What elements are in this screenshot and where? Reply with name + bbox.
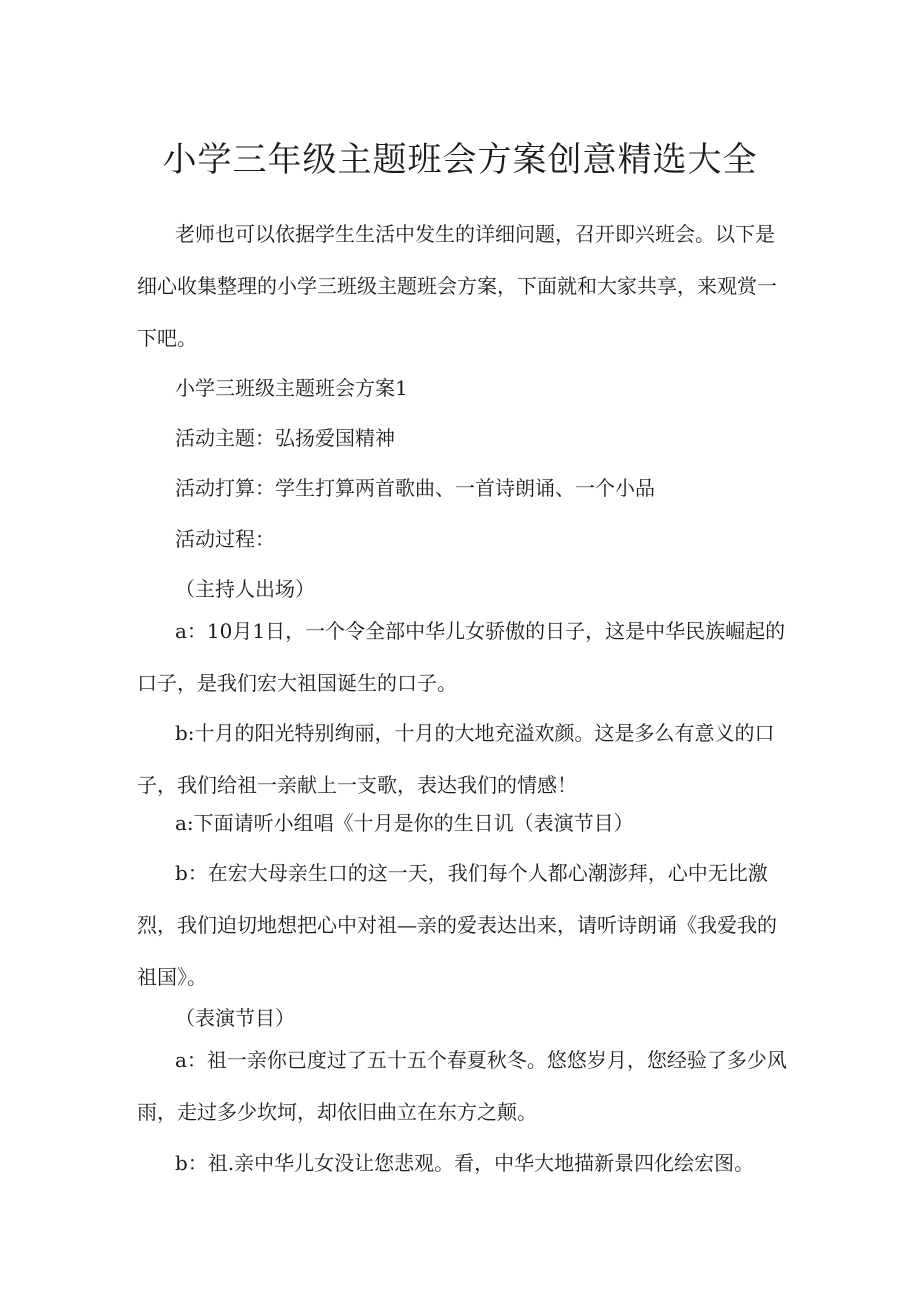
activity-process: 活动过程： — [175, 527, 275, 551]
dialogue-a-3: a：祖一亲你已度过了五十五个春夏秋冬。悠悠岁月，您经验了多少风雨，走过多少坎坷，却依旧曲立在东方之颠。 — [137, 1048, 787, 1124]
intro-paragraph: 老师也可以依据学生生活中发生的详细问题，召开即兴班会。以下是细心收集整理的小学三班级主题班会方案，下面就和大家共享，来观赏一下吧。 — [137, 222, 777, 350]
document-title: 小学三年级主题班会方案创意精选大全 — [162, 140, 758, 180]
dialogue-b-2: b：在宏大母亲生口的这一天，我们每个人都心潮澎拜，心中无比激烈，我们迫切地想把心中对祖—亲的爱表达出来，请听诗朗诵《我爱我的祖国》。 — [137, 861, 777, 989]
performance-note: （表演节目） — [175, 1006, 295, 1030]
section-heading: 小学三班级主题班会方案1 — [175, 376, 408, 400]
dialogue-b-3: b：祖.亲中华儿女没让您悲观。看，中华大地描新景四化绘宏图。 — [175, 1151, 755, 1175]
host-entrance: （主持人出场） — [175, 577, 315, 601]
dialogue-a-1: a：10月1日，一个令全部中华儿女骄傲的日子，这是中华民族崛起的口子，是我们宏大祖国诞生的口子。 — [137, 619, 786, 695]
activity-plan: 活动打算：学生打算两首歌曲、一首诗朗诵、一个小品 — [175, 476, 655, 500]
dialogue-a-2: a:下面请听小组唱《十月是你的生日讥（表演节目） — [175, 811, 634, 835]
dialogue-b-1: b:十月的阳光特别绚丽，十月的大地充溢欢颜。这是多么有意义的口子，我们给祖一亲献上一支歌，表达我们的情感！ — [137, 721, 775, 797]
activity-theme: 活动主题：弘扬爱国精神 — [175, 426, 395, 450]
